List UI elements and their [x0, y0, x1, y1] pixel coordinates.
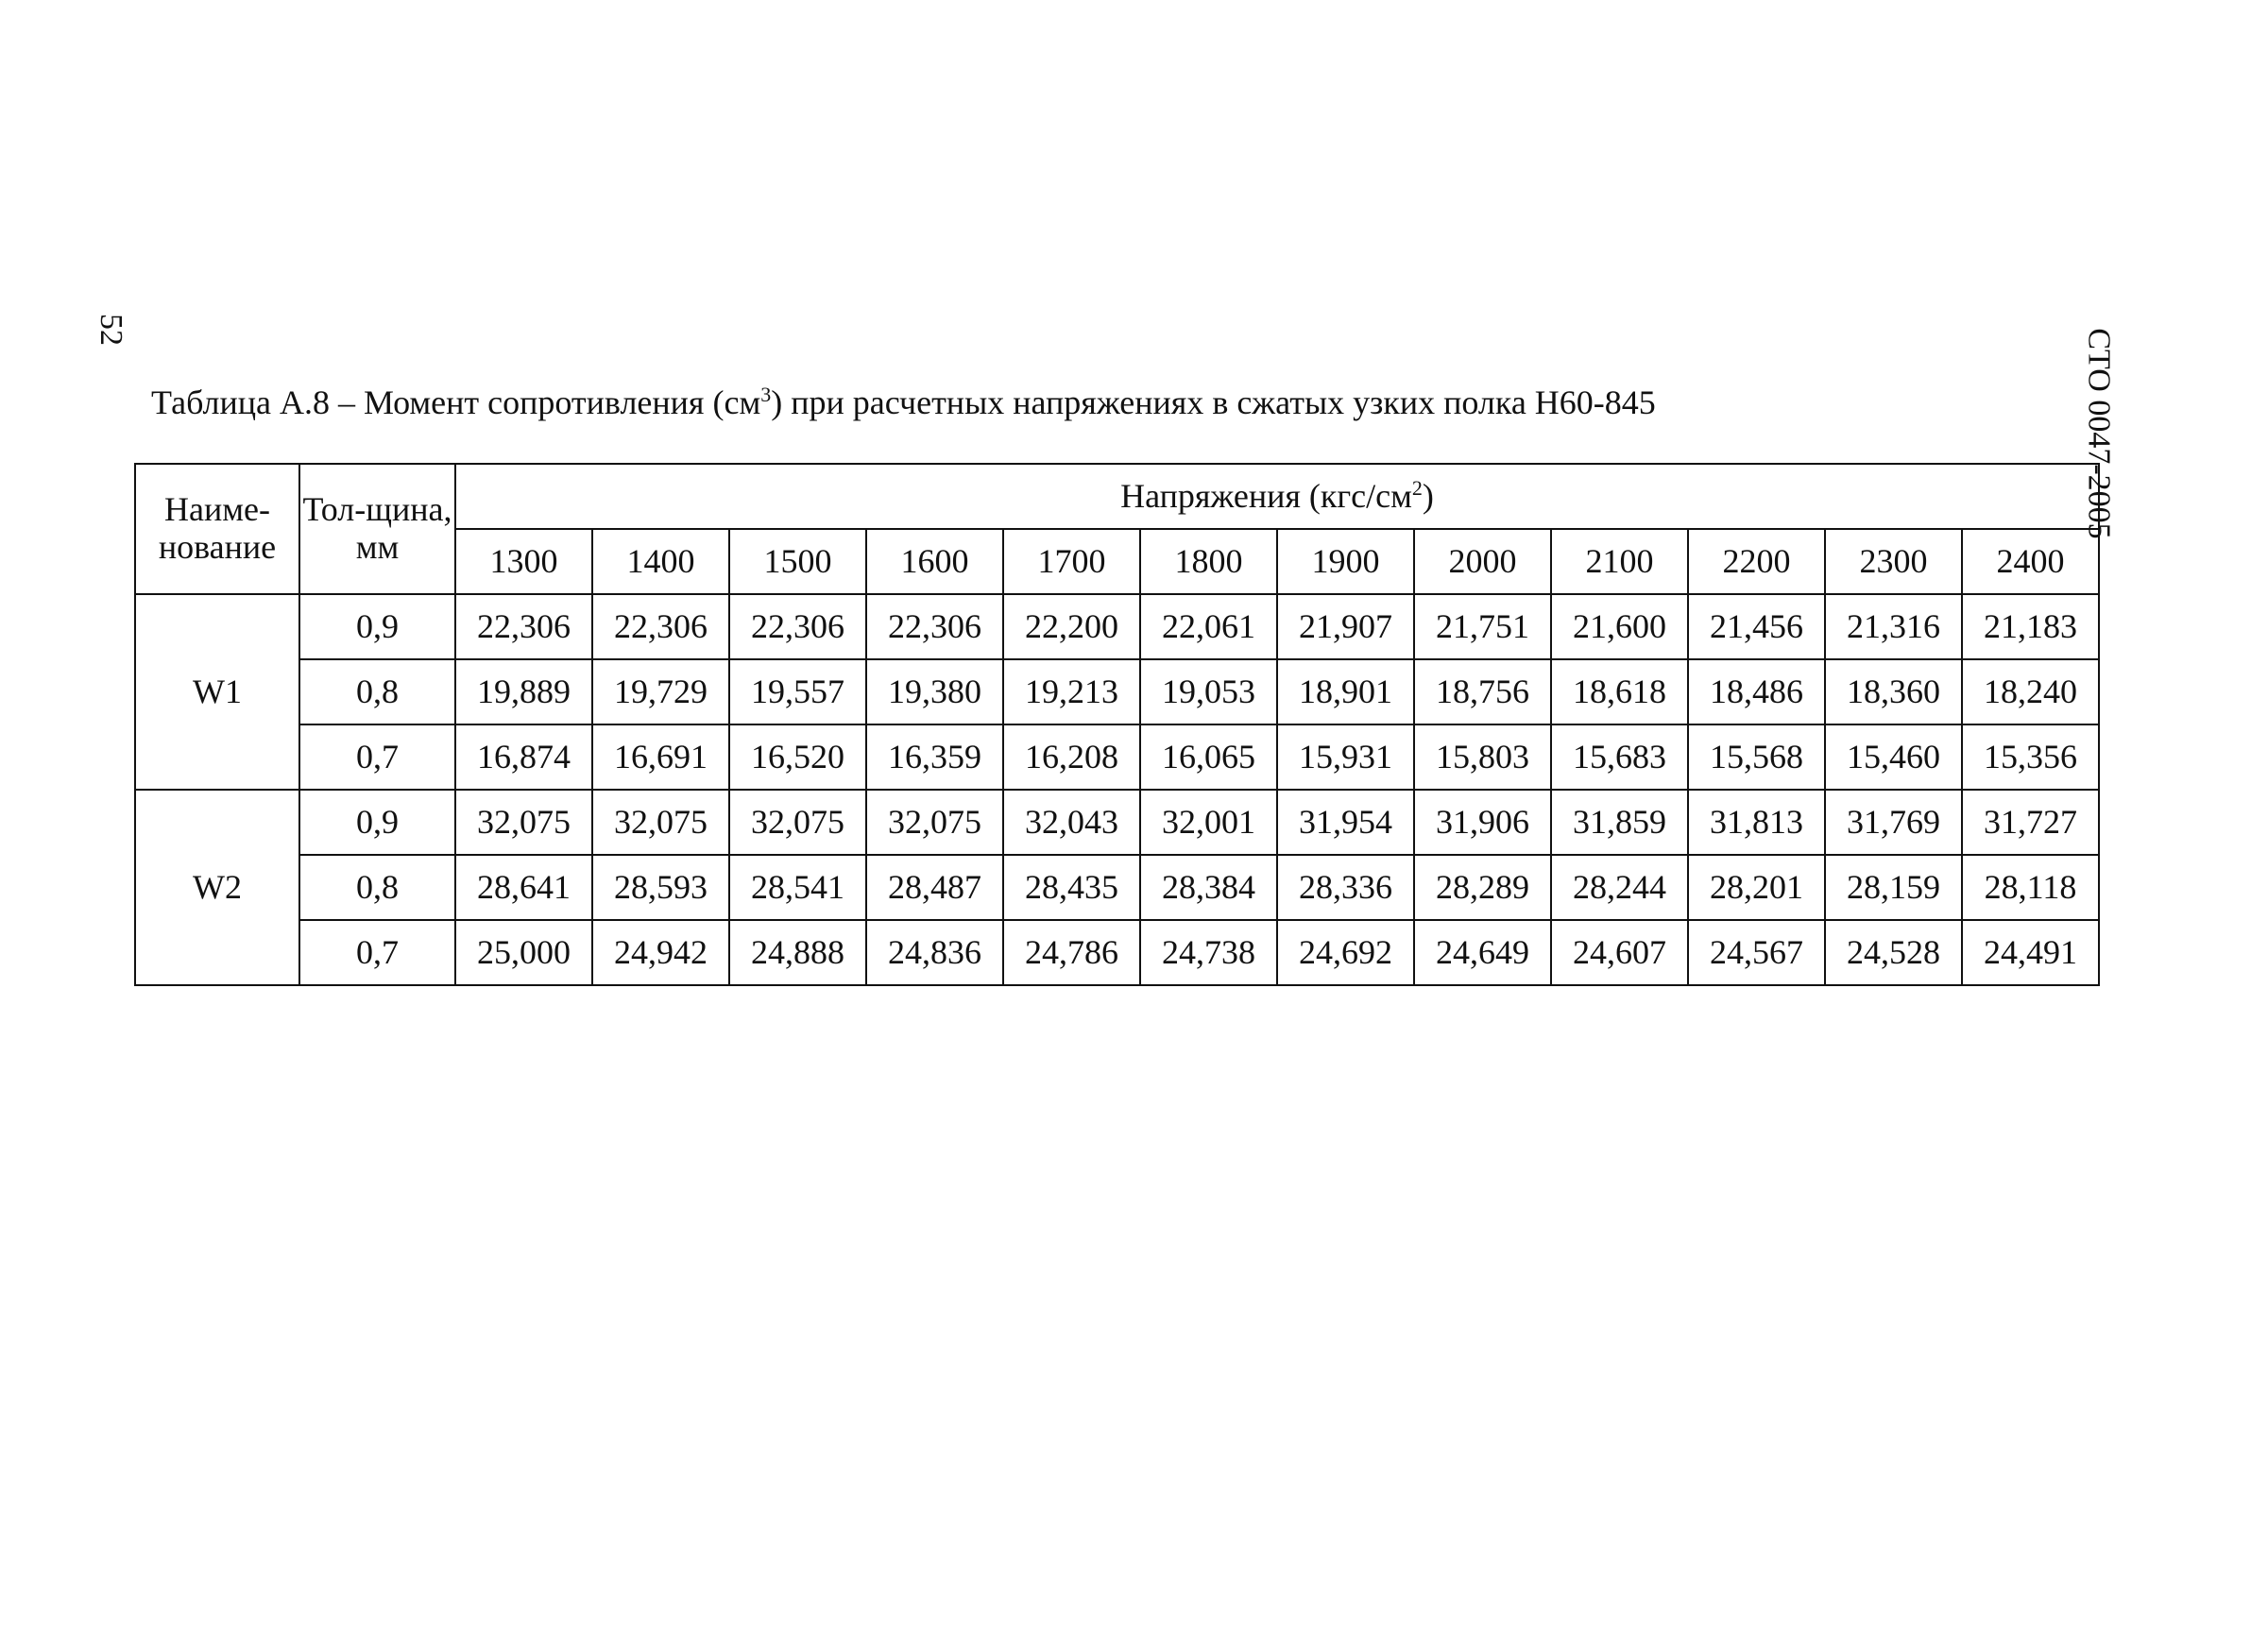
value-cell: 24,888: [729, 920, 866, 985]
value-cell: 31,906: [1414, 790, 1551, 855]
value-cell: 24,836: [866, 920, 1003, 985]
value-cell: 18,901: [1277, 659, 1414, 724]
value-cell: 15,568: [1688, 724, 1825, 790]
profile-name-cell: W2: [135, 790, 299, 985]
header-thickness: [299, 464, 455, 594]
table-row: [135, 855, 2099, 920]
thickness-cell: 0,9: [299, 594, 455, 659]
caption-superscript: 3: [760, 383, 772, 406]
table-row: [135, 659, 2099, 724]
value-cell: 31,954: [1277, 790, 1414, 855]
value-cell: 24,567: [1688, 920, 1825, 985]
value-cell: 24,942: [592, 920, 729, 985]
header-stress-close: ): [1422, 477, 1434, 516]
value-cell: 24,692: [1277, 920, 1414, 985]
value-cell: 28,201: [1688, 855, 1825, 920]
value-cell: 19,380: [866, 659, 1003, 724]
thickness-cell: 0,8: [299, 659, 455, 724]
value-cell: 15,460: [1825, 724, 1962, 790]
value-cell: 24,528: [1825, 920, 1962, 985]
value-cell: 21,907: [1277, 594, 1414, 659]
value-cell: 32,075: [866, 790, 1003, 855]
value-cell: 18,486: [1688, 659, 1825, 724]
value-cell: 28,384: [1140, 855, 1277, 920]
value-cell: 22,200: [1003, 594, 1140, 659]
value-cell: 32,075: [729, 790, 866, 855]
value-cell: 28,487: [866, 855, 1003, 920]
stress-header-cell: 1500: [729, 529, 866, 594]
value-cell: 28,541: [729, 855, 866, 920]
value-cell: 19,889: [455, 659, 592, 724]
value-cell: 32,075: [455, 790, 592, 855]
document-code: СТО 0047-2005: [2081, 328, 2117, 539]
value-cell: 15,356: [1962, 724, 2099, 790]
value-cell: 21,183: [1962, 594, 2099, 659]
value-cell: 32,001: [1140, 790, 1277, 855]
header-name-text: Наиме-нование: [158, 490, 277, 566]
table-row: [135, 920, 2099, 985]
stress-header-cell: 1800: [1140, 529, 1277, 594]
table-caption: [151, 383, 1656, 422]
value-cell: 28,118: [1962, 855, 2099, 920]
table-row: [135, 790, 2099, 855]
profile-name-cell: W1: [135, 594, 299, 790]
value-cell: 21,751: [1414, 594, 1551, 659]
value-cell: 28,641: [455, 855, 592, 920]
value-cell: 22,306: [592, 594, 729, 659]
value-cell: 15,803: [1414, 724, 1551, 790]
stress-header-cell: 2200: [1688, 529, 1825, 594]
header-stress: [455, 464, 2099, 529]
value-cell: 24,738: [1140, 920, 1277, 985]
value-cell: 28,336: [1277, 855, 1414, 920]
stress-header-cell: 1300: [455, 529, 592, 594]
section-modulus-table: [134, 463, 2100, 986]
header-thickness-text: Тол-щина, мм: [302, 490, 452, 566]
value-cell: 21,316: [1825, 594, 1962, 659]
value-cell: 16,691: [592, 724, 729, 790]
value-cell: 19,053: [1140, 659, 1277, 724]
stress-header-cell: 2100: [1551, 529, 1688, 594]
value-cell: 28,159: [1825, 855, 1962, 920]
value-cell: 21,456: [1688, 594, 1825, 659]
caption-rest: ) при расчетных напряжениях в сжатых узких полка Н60-845: [771, 383, 1656, 421]
stress-header-cell: 1400: [592, 529, 729, 594]
value-cell: 31,813: [1688, 790, 1825, 855]
value-cell: 21,600: [1551, 594, 1688, 659]
value-cell: 16,208: [1003, 724, 1140, 790]
header-stress-superscript: 2: [1411, 476, 1423, 501]
value-cell: 19,557: [729, 659, 866, 724]
value-cell: 24,786: [1003, 920, 1140, 985]
value-cell: 24,649: [1414, 920, 1551, 985]
value-cell: 31,727: [1962, 790, 2099, 855]
thickness-cell: 0,7: [299, 920, 455, 985]
value-cell: 16,065: [1140, 724, 1277, 790]
value-cell: 16,520: [729, 724, 866, 790]
stress-header-cell: 2000: [1414, 529, 1551, 594]
value-cell: 18,756: [1414, 659, 1551, 724]
header-name: [135, 464, 299, 594]
value-cell: 16,874: [455, 724, 592, 790]
value-cell: 24,607: [1551, 920, 1688, 985]
value-cell: 32,075: [592, 790, 729, 855]
value-cell: 31,859: [1551, 790, 1688, 855]
table-row: [135, 594, 2099, 659]
value-cell: 32,043: [1003, 790, 1140, 855]
thickness-cell: 0,9: [299, 790, 455, 855]
page-number: 52: [94, 314, 128, 346]
stress-header-cell: 1600: [866, 529, 1003, 594]
value-cell: 15,931: [1277, 724, 1414, 790]
value-cell: 24,491: [1962, 920, 2099, 985]
value-cell: 18,360: [1825, 659, 1962, 724]
value-cell: 19,213: [1003, 659, 1140, 724]
value-cell: 22,306: [455, 594, 592, 659]
stress-header-cell: 2300: [1825, 529, 1962, 594]
thickness-cell: 0,7: [299, 724, 455, 790]
caption-text: Таблица А.8 – Момент сопротивления (см: [151, 383, 761, 421]
value-cell: 22,306: [866, 594, 1003, 659]
value-cell: 16,359: [866, 724, 1003, 790]
value-cell: 15,683: [1551, 724, 1688, 790]
value-cell: 31,769: [1825, 790, 1962, 855]
stress-header-cell: 2400: [1962, 529, 2099, 594]
value-cell: 19,729: [592, 659, 729, 724]
value-cell: 28,289: [1414, 855, 1551, 920]
value-cell: 22,306: [729, 594, 866, 659]
value-cell: 28,593: [592, 855, 729, 920]
stress-header-cell: 1900: [1277, 529, 1414, 594]
value-cell: 28,435: [1003, 855, 1140, 920]
value-cell: 25,000: [455, 920, 592, 985]
table-row: [135, 724, 2099, 790]
stress-header-cell: 1700: [1003, 529, 1140, 594]
value-cell: 18,240: [1962, 659, 2099, 724]
value-cell: 18,618: [1551, 659, 1688, 724]
thickness-cell: 0,8: [299, 855, 455, 920]
value-cell: 22,061: [1140, 594, 1277, 659]
value-cell: 28,244: [1551, 855, 1688, 920]
header-stress-text: Напряжения (кгс/см: [1120, 477, 1412, 516]
